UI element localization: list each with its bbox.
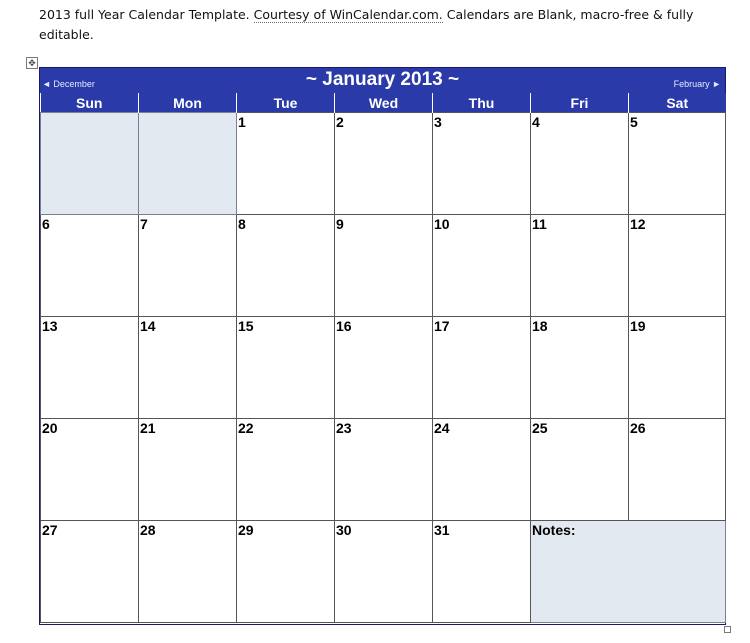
day-cell[interactable] (433, 317, 531, 419)
day-cell[interactable] (237, 419, 335, 521)
move-icon[interactable]: ✥ (26, 57, 38, 69)
intro-text-start: 2013 full Year Calendar Template. (39, 7, 254, 22)
day-number: 19 (630, 318, 646, 334)
day-cell[interactable] (139, 215, 237, 317)
weekday-header-wed: Wed (335, 93, 433, 113)
day-cell[interactable] (237, 521, 335, 623)
intro-text (39, 5, 729, 45)
day-cell[interactable] (41, 317, 139, 419)
day-cell[interactable] (433, 113, 531, 215)
resize-handle[interactable] (724, 626, 731, 633)
day-cell[interactable] (433, 521, 531, 623)
calendar-grid (40, 93, 726, 623)
day-number: 29 (238, 522, 254, 538)
calendar-header (40, 68, 725, 93)
day-number: 20 (42, 420, 58, 436)
day-number: 30 (336, 522, 352, 538)
week-row (41, 215, 726, 317)
day-number: 17 (434, 318, 450, 334)
weekday-header-tue: Tue (237, 93, 335, 113)
day-cell[interactable] (433, 419, 531, 521)
empty-day-cell[interactable] (139, 113, 237, 215)
notes-cell[interactable] (531, 521, 726, 623)
day-number: 23 (336, 420, 352, 436)
day-number: 12 (630, 216, 646, 232)
day-number: 31 (434, 522, 450, 538)
day-cell[interactable] (139, 521, 237, 623)
day-number: 25 (532, 420, 548, 436)
day-cell[interactable] (41, 419, 139, 521)
day-cell[interactable] (335, 419, 433, 521)
day-number: 24 (434, 420, 450, 436)
day-cell[interactable] (41, 215, 139, 317)
day-cell[interactable] (531, 317, 629, 419)
day-number: 7 (140, 216, 148, 232)
day-cell[interactable] (237, 113, 335, 215)
day-number: 11 (532, 216, 547, 232)
notes-label: Notes: (532, 522, 576, 538)
day-number: 28 (140, 522, 156, 538)
day-cell[interactable] (335, 317, 433, 419)
day-cell[interactable] (629, 215, 726, 317)
day-number: 8 (238, 216, 246, 232)
weekday-header-thu: Thu (433, 93, 531, 113)
day-cell[interactable] (237, 215, 335, 317)
day-cell[interactable] (335, 215, 433, 317)
day-cell[interactable] (629, 419, 726, 521)
weekday-header-row (41, 93, 726, 113)
week-row (41, 521, 726, 623)
day-number: 16 (336, 318, 352, 334)
next-month-link[interactable]: February ► (673, 79, 721, 89)
day-cell[interactable] (629, 113, 726, 215)
day-number: 5 (630, 114, 638, 130)
day-number: 13 (42, 318, 58, 334)
weekday-header-sat: Sat (629, 93, 726, 113)
empty-day-cell[interactable] (41, 113, 139, 215)
weekday-header-fri: Fri (531, 93, 629, 113)
day-number: 4 (532, 114, 540, 130)
day-number: 18 (532, 318, 548, 334)
day-cell[interactable] (531, 113, 629, 215)
day-cell[interactable] (335, 521, 433, 623)
day-cell[interactable] (335, 113, 433, 215)
wincalendar-link[interactable]: Courtesy of WinCalendar.com. (253, 7, 443, 22)
day-cell[interactable] (237, 317, 335, 419)
day-number: 2 (336, 114, 344, 130)
prev-month-link[interactable]: ◄ December (42, 79, 95, 89)
intro-text-end: Calendars are Blank, macro-free & fully editable. (39, 7, 694, 42)
week-row (41, 113, 726, 215)
day-number: 15 (238, 318, 254, 334)
day-number: 22 (238, 420, 254, 436)
week-row (41, 317, 726, 419)
weekday-header-sun: Sun (41, 93, 139, 113)
day-cell[interactable] (41, 521, 139, 623)
month-title: ~ January 2013 ~ (305, 69, 460, 90)
day-number: 10 (434, 216, 450, 232)
day-number: 9 (336, 216, 344, 232)
day-number: 27 (42, 522, 58, 538)
day-cell[interactable] (531, 419, 629, 521)
day-cell[interactable] (139, 317, 237, 419)
day-number: 6 (42, 216, 50, 232)
calendar-table (39, 67, 726, 625)
day-cell[interactable] (433, 215, 531, 317)
day-cell[interactable] (139, 419, 237, 521)
day-cell[interactable] (531, 215, 629, 317)
day-number: 1 (238, 114, 246, 130)
week-row (41, 419, 726, 521)
day-number: 26 (630, 420, 646, 436)
day-number: 3 (434, 114, 442, 130)
weekday-header-mon: Mon (139, 93, 237, 113)
day-number: 14 (140, 318, 156, 334)
day-number: 21 (140, 420, 156, 436)
day-cell[interactable] (629, 317, 726, 419)
